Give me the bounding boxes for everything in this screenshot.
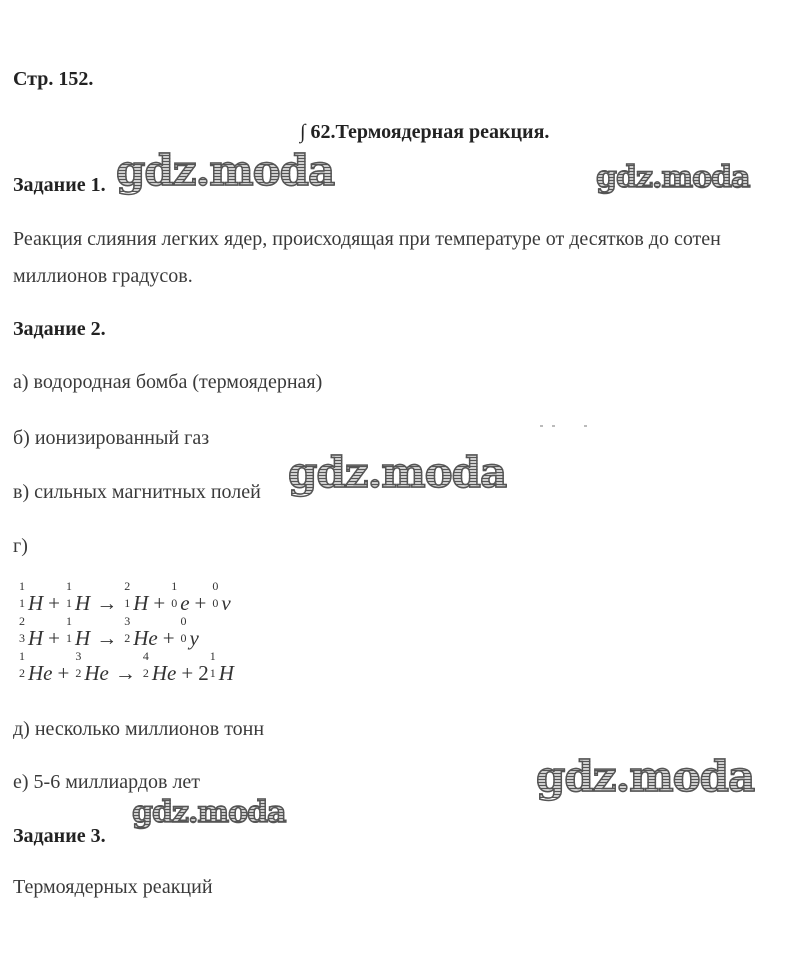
charge-number: 0 <box>180 631 187 645</box>
nuclear-equation-3 <box>18 649 234 686</box>
charge-number: 1 <box>66 631 73 645</box>
task2-answer-b: б) ионизированный газ <box>13 427 210 449</box>
task1-answer-line2: миллионов градусов. <box>13 265 193 287</box>
mass-number: 1 <box>66 579 73 593</box>
mass-number: 3 <box>124 614 131 628</box>
isotope-indices <box>65 579 75 610</box>
isotope-indices <box>123 579 133 610</box>
isotope-indices <box>180 614 190 645</box>
charge-number: 2 <box>19 666 25 680</box>
task2-answer-g: г) <box>13 535 28 557</box>
element-symbol: H <box>28 626 44 650</box>
mass-number: 4 <box>142 649 149 663</box>
isotope-indices <box>18 614 28 645</box>
task1-heading: Задание 1. <box>13 174 106 196</box>
mass-number: 1 <box>209 649 216 663</box>
isotope-indices <box>142 649 152 680</box>
mass-number: 3 <box>75 649 82 663</box>
plus-sign: + <box>162 626 175 650</box>
section-title: ∫ 62.Термоядерная реакция. <box>300 121 550 143</box>
element-symbol: He <box>133 626 158 650</box>
nuclear-equation-2 <box>18 614 199 651</box>
watermark-logo: gdz.moda <box>116 146 335 195</box>
watermark-logo: gdz.moda <box>536 752 755 801</box>
isotope-indices <box>209 649 219 680</box>
element-symbol: He <box>28 661 53 685</box>
charge-number: 1 <box>19 596 25 610</box>
charge-number: 1 <box>124 596 131 610</box>
watermark-logo: gdz.moda <box>596 160 750 195</box>
element-symbol: H <box>75 591 91 615</box>
element-symbol: e <box>180 591 190 615</box>
plus-sign: + <box>48 626 61 650</box>
watermark-logo: gdz.moda <box>132 795 286 830</box>
charge-number: 3 <box>19 631 25 645</box>
task3-answer: Термоядерных реакций <box>13 876 213 898</box>
charge-number: 2 <box>124 631 131 645</box>
task1-answer-line1: Реакция слияния легких ядер, происходящая при температуре от десятков до сотен <box>13 228 721 250</box>
charge-number: 1 <box>66 596 73 610</box>
mass-number: 1 <box>19 579 25 593</box>
mass-number: 0 <box>180 614 187 628</box>
nuclear-equation-1 <box>18 579 231 616</box>
element-symbol: He <box>151 661 177 685</box>
coefficient: 2 <box>198 661 209 685</box>
charge-number: 0 <box>171 596 178 610</box>
task2-answer-e: е) 5-6 миллиардов лет <box>13 771 201 793</box>
isotope-indices <box>65 614 75 645</box>
element-symbol: H <box>218 661 234 685</box>
element-symbol: He <box>84 661 109 685</box>
isotope-indices <box>18 649 28 680</box>
charge-number: 2 <box>142 666 149 680</box>
isotope-indices <box>170 579 180 610</box>
element-symbol: H <box>133 591 149 615</box>
isotope-indices <box>74 649 84 680</box>
reaction-arrow: → <box>114 661 136 685</box>
reaction-arrow: → <box>96 591 118 615</box>
charge-number: 0 <box>212 596 219 610</box>
mass-number: 2 <box>124 579 131 593</box>
watermark-logo: gdz.moda <box>288 448 507 497</box>
task3-heading: Задание 3. <box>13 825 106 847</box>
task2-answer-a: а) водородная бомба (термоядерная) <box>13 371 323 393</box>
element-symbol: H <box>75 626 91 650</box>
mass-number: 1 <box>19 649 25 663</box>
reaction-arrow: → <box>96 626 118 650</box>
mass-number: 2 <box>19 614 25 628</box>
mass-number: 0 <box>212 579 219 593</box>
task2-heading: Задание 2. <box>13 318 106 340</box>
isotope-indices <box>123 614 133 645</box>
charge-number: 1 <box>209 666 216 680</box>
plus-sign: + <box>181 661 194 685</box>
scan-speck <box>540 425 590 429</box>
mass-number: 1 <box>171 579 178 593</box>
element-symbol: y <box>189 626 199 650</box>
charge-number: 2 <box>75 666 82 680</box>
plus-sign: + <box>153 591 166 615</box>
plus-sign: + <box>194 591 207 615</box>
task2-answer-v: в) сильных магнитных полей <box>13 481 261 503</box>
isotope-indices <box>211 579 221 610</box>
plus-sign: + <box>57 661 70 685</box>
page-number: Стр. 152. <box>13 68 94 90</box>
mass-number: 1 <box>66 614 73 628</box>
task2-answer-d: д) несколько миллионов тонн <box>13 718 265 740</box>
plus-sign: + <box>48 591 61 615</box>
element-symbol: H <box>28 591 44 615</box>
element-symbol: v <box>221 591 231 615</box>
isotope-indices <box>18 579 28 610</box>
